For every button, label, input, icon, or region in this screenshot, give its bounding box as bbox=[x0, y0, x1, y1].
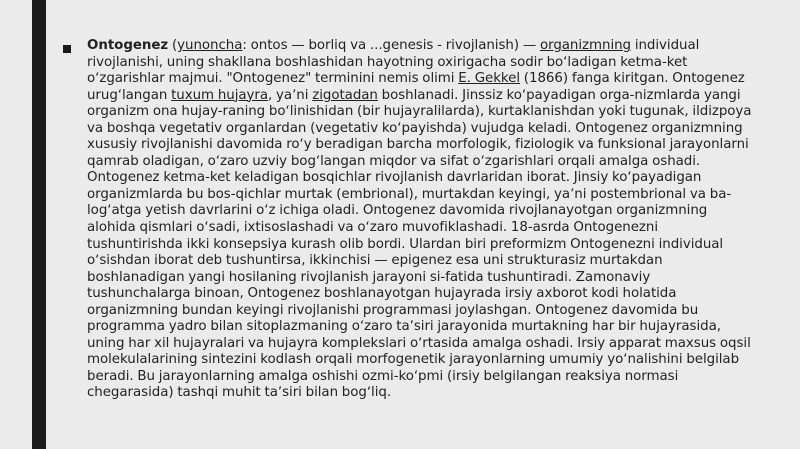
link-e-gekkel[interactable]: E. Gekkel bbox=[458, 71, 520, 87]
link-tuxum-hujayra[interactable]: tuxum hujayra bbox=[171, 87, 269, 103]
link-organizmning[interactable]: organizmning bbox=[539, 38, 632, 53]
term-title: Ontogenez bbox=[87, 38, 169, 53]
left-accent-bar bbox=[32, 0, 46, 449]
text-segment: individual rivojlanishi, uning shakllana boshlashidan hayotning oxirigacha sodir boʻladigan ketma-ket oʻzgarishlar majmui. "Ontogenez" terminini nemis olimi bbox=[87, 38, 700, 87]
text-segment: (1866) fanga kiritgan. Ontogenez urugʻlangan bbox=[87, 71, 745, 103]
link-yunoncha[interactable]: yunoncha bbox=[177, 38, 243, 53]
text-segment: : ontos — borliq va ...genesis - rivojlanish) — bbox=[242, 38, 540, 53]
text-segment: ( bbox=[168, 38, 178, 53]
link-zigotadan[interactable]: zigotadan bbox=[312, 87, 378, 103]
main-paragraph bbox=[87, 38, 752, 402]
text-segment: , yaʼni bbox=[268, 87, 313, 103]
bullet-marker bbox=[63, 45, 71, 53]
text-segment: boshlanadi. Jinssiz koʻpayadigan orga-nizmlarda yangi organizm ona hujay-raning boʻlinishidan (bir hujayralilarda), kurtaklanishdan yoki tugunak, ildizpoya va boshqa vegetativ organlardan (vegetativ koʻpayishda) vujudga keladi. Ontogenez organizmning xususiy rivojlanishi davomida roʻy beradigan barcha morfologik, fiziologik va funksional jarayonlarni qamrab oladigan, oʻzaro uzviy bogʻlangan miqdor va sifat oʻzgarishlari orqali amalga oshadi. Ontogenez ketma-ket keladigan bosqichlar rivojlanish davrlaridan iborat. Jinsiy koʻpayadigan organizmlarda bu bos-qichlar murtak (embrional), murtakdan keyingi, yaʼni postembrional va ba-logʻatga yetish davrlarini oʻz ichiga oladi. Ontogenez davomida rivojlanayotgan organizmning alohida qismlari oʻsadi, ixtisoslashadi va oʻzaro muvofiklashadi. 18-asrda Ontogenezni tushuntirishda ikki konsepsiya kurash olib bordi. Ulardan biri preformizm Ontogenezni individual oʻsishdan iborat deb tushuntirsa, ikkinchisi — epigenez esa uni strukturasiz murtakdan boshlanadigan yangi hosilaning rivojlanish jarayoni si-fatida tushuntiradi. Zamonaviy tushunchalarga binoan, Ontogenez boshlanayotgan hujayrada irsiy axborot kodi holatida organizmning bundan keyingi rivojlanishi programmasi joylashgan. Ontogenez davomida bu programma yadro bilan sitoplazmaning oʻzaro taʼsiri jarayonida murtakning har bir hujayrasida, uning har xil hujayralari va hujayra komplekslari oʻrtasida amalga oshadi. Irsiy apparat maxsus oqsil molekulalarining sintezini kodlash orqali morfogenetik jarayonlarning umumiy yoʻnalishini belgilab beradi. Bu jarayonlarning amalga oshishi ozmi-koʻpmi (irsiy belgilangan reaksiya normasi chegarasida) tashqi muhit taʼsiri bilan bogʻliq. bbox=[87, 87, 752, 401]
